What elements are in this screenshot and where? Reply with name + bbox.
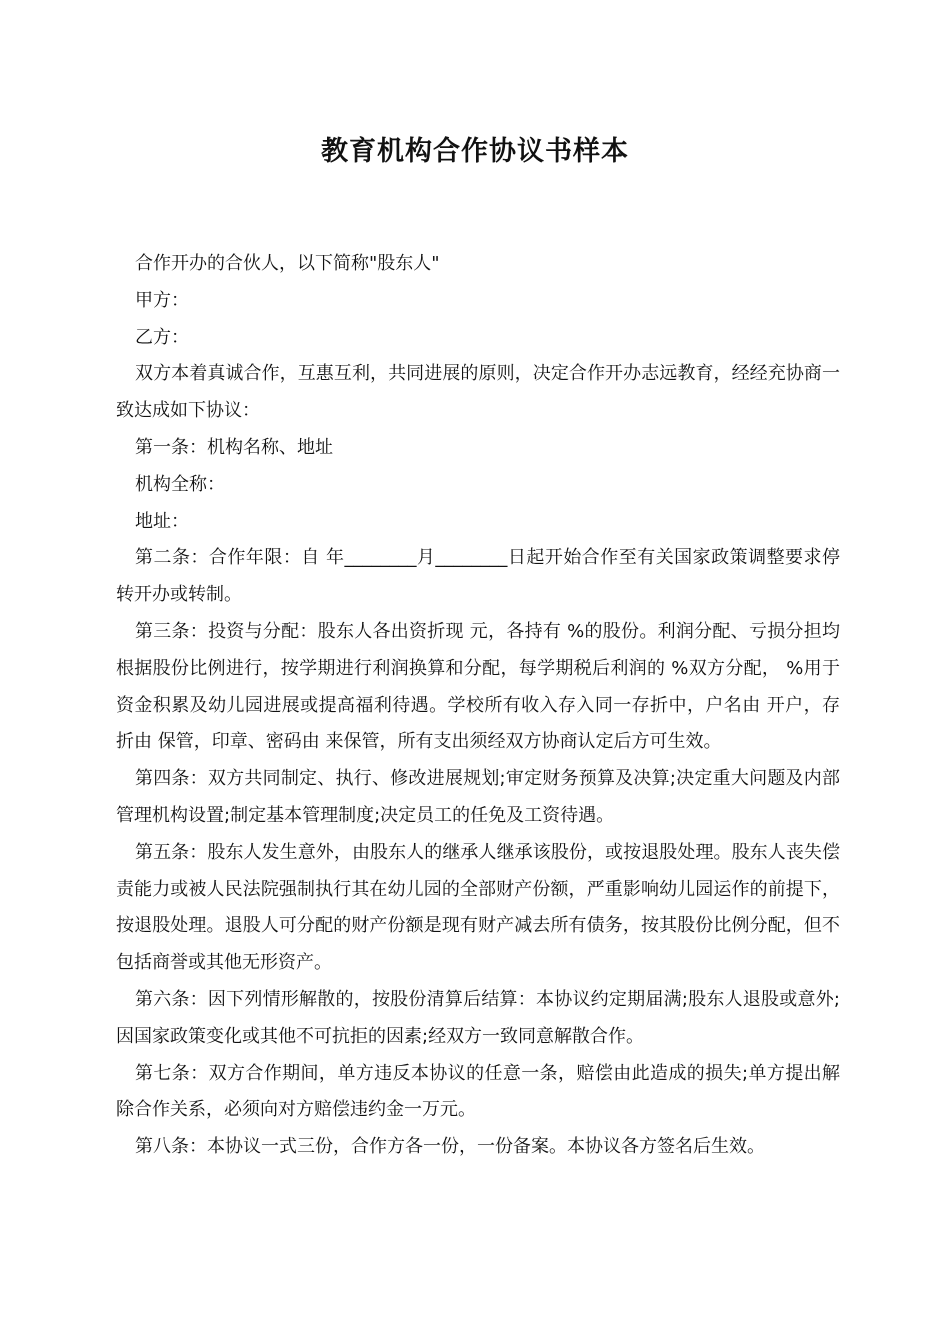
paragraph-article-6: 第六条：因下列情形解散的，按股份清算后结算：本协议约定期届满;股东人退股或意外;因国家政策变化或其他不可抗拒的因素;经双方一致同意解散合作。 (116, 988, 840, 1047)
paragraph-institution-name: 机构全称： (135, 473, 225, 495)
paragraph-article-2: 第二条：合作年限：自 年________月________日起开始合作至有关国家政策调整要求停转开办或转制。 (116, 547, 840, 606)
paragraph-partners-intro: 合作开办的合伙人，以下简称"股东人" (135, 253, 440, 274)
document-title: 教育机构合作协议书样本 (321, 136, 629, 167)
paragraph-party-b: 乙方： (135, 326, 189, 348)
document-body (116, 246, 840, 1166)
paragraph-party-a: 甲方： (135, 289, 189, 311)
paragraph-article-4: 第四条：双方共同制定、执行、修改进展规划;审定财务预算及决算;决定重大问题及内部管理机构设置;制定基本管理制度;决定员工的任免及工资待遇。 (116, 768, 840, 826)
paragraph-article-8: 第八条：本协议一式三份，合作方各一份，一份备案。本协议各方签名后生效。 (135, 1136, 765, 1158)
paragraph-article-5: 第五条：股东人发生意外，由股东人的继承人继承该股份，或按退股处理。股东人丧失偿责能力或被人民法院强制执行其在幼儿园的全部财产份额，严重影响幼儿园运作的前提下，按退股处理。退股人可分配的财产份额是现有财产减去所有债务，按其股份比例分配，但不包括商誉或其他无形资产。 (116, 841, 840, 974)
paragraph-address: 地址： (135, 510, 189, 532)
paragraph-article-7: 第七条：双方合作期间，单方违反本协议的任意一条，赔偿由此造成的损失;单方提出解除合作关系，必须向对方赔偿违约金一万元。 (116, 1062, 840, 1121)
paragraph-article-1: 第一条：机构名称、地址 (135, 436, 333, 458)
paragraph-preamble: 双方本着真诚合作，互惠互利，共同进展的原则，决定合作开办志远教育，经经充协商一致达成如下协议： (116, 363, 840, 422)
paragraph-article-3: 第三条：投资与分配：股东人各出资折现 元，各持有 %的股份。利润分配、亏损分担均根据股份比例进行，按学期进行利润换算和分配，每学期税后利润的 %双方分配， %用于资金积累及幼儿园进展或提高福利待遇。学校所有收入存入同一存折中，户名由 开户，存折由 保管，印章、密码由 来保管，所有支出须经双方协商认定后方可生效。 (116, 620, 840, 753)
